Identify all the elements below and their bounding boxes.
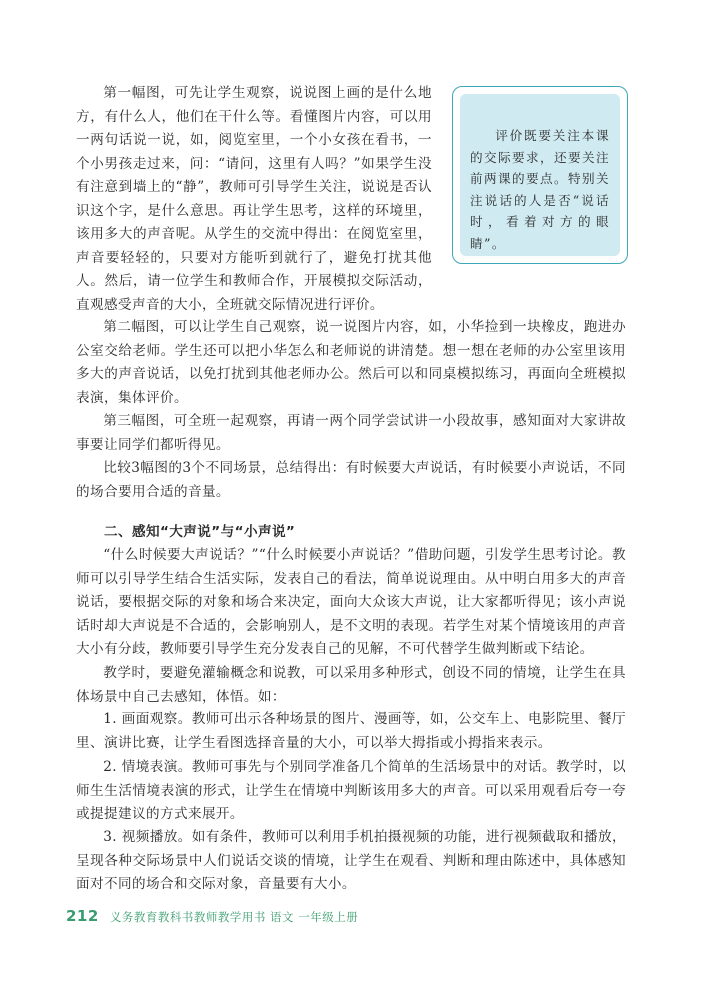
list-item-2: 2. 情境表演。教师可事先与个别同学准备几个简单的生活场景中的对话。教学时，以师生生活情境表演的形式，让学生在情境中判断该用多大的声音。可以采用观看后夸一夸或提提建议的方式来展开。 xyxy=(76,759,626,822)
paragraph-2: 第二幅图，可以让学生自己观察，说一说图片内容，如，小华捡到一块橡皮，跑进办公室交给老师。学生还可以把小华怎么和老师说的讲清楚。想一想在老师的办公室里该用多大的声音说话，以免打扰到其他老师办公。然后可以和同桌模拟练习，再面向全班模拟表演，集体评价。 xyxy=(76,319,626,406)
section-heading: 二、感知“大声说”与“小声说” xyxy=(104,524,296,540)
page-number: 212 xyxy=(66,907,99,925)
teaching-note-text: 评价既要关注本课的交际要求，还要关注前两课的要点。特别关注说话的人是否“说话时，看着对方的眼睛”。 xyxy=(470,128,610,251)
list-item-1: 1. 画面观察。教师可出示各种场景的图片、漫画等，如，公交车上、电影院里、餐厅里、演讲比赛，让学生看图选择音量的大小，可以举大拇指或小拇指来表示。 xyxy=(76,711,626,751)
paragraph-5: “什么时候要大声说话？”“什么时候要小声说话？”借助问题，引发学生思考讨论。教师可以引导学生结合生活实际，发表自己的看法，简单说说理由。从中明白用多大的声音说话，要根据交际的对象和场合来决定，面向大众该大声说，让大家都听得见；该小声说话时却大声说是不合适的，会影响别人，是不文明的表现。若学生对某个情境该用的声音大小有分歧，教师要引导学生充分发表自己的见解，不可代替学生做判断或下结论。 xyxy=(76,547,626,657)
page-footer xyxy=(66,906,358,925)
book-title: 义务教育教科书教师教学用书 语文 一年级上册 xyxy=(109,910,359,924)
teaching-note-inner xyxy=(460,94,620,256)
paragraph-4: 比较3幅图的3个不同场景，总结得出：有时候要大声说话，有时候要小声说话，不同的场合要用合适的音量。 xyxy=(76,460,626,500)
paragraph-1: 第一幅图，可先让学生观察，说说图上画的是什么地方，有什么人，他们在干什么等。看懂图片内容，可以用一两句话说一说，如，阅览室里，一个小女孩在看书，一个小男孩走过来，问：“请问，这里有人吗？”如果学生没有注意到墙上的“静”，教师可引导学生关注，说说是否认识这个字，是什么意思。再让学生思考，这样的环境里，该用多大的声音呢。从学生的交流中得出：在阅览室里，声音要轻轻的，只要对方能听到就行了，避免打扰其他人。然后，请一位学生和教师合作，开展模拟交际活动，直观感受声音的大小，全班就交际情况进行评价。 xyxy=(76,85,432,313)
list-item-3: 3. 视频播放。如有条件，教师可以利用手机拍摄视频的功能，进行视频截取和播放，呈现各种交际场景中人们说话交谈的情境，让学生在观看、判断和理由陈述中，具体感知面对不同的场合和交际对象，音量要有大小。 xyxy=(76,829,626,892)
teaching-note-box xyxy=(452,86,628,264)
paragraph-3: 第三幅图，可全班一起观察，再请一两个同学尝试讲一小段故事，感知面对大家讲故事要让同学们都听得见。 xyxy=(76,413,626,453)
paragraph-6: 教学时，要避免灌输概念和说教，可以采用多种形式，创设不同的情境，让学生在具体场景中自己去感知，体悟。如： xyxy=(76,665,626,705)
